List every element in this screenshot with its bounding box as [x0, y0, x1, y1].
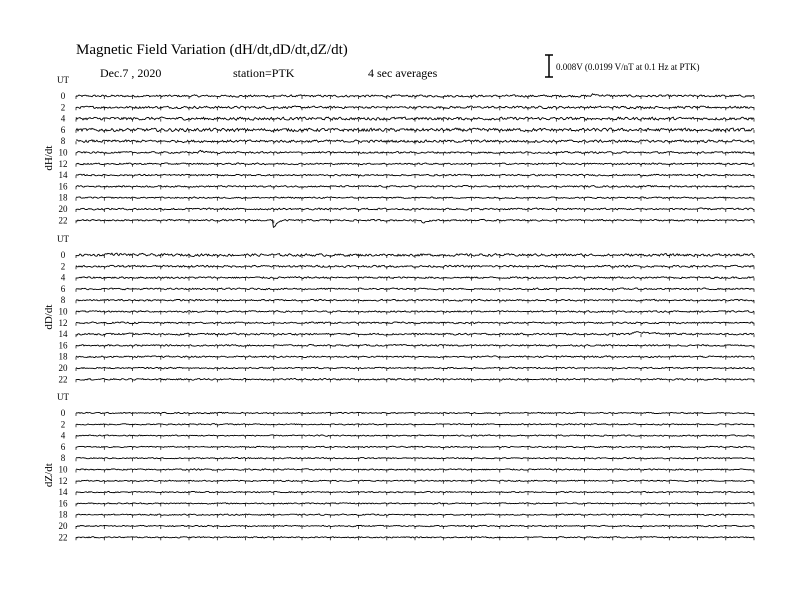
dHdt-row-label-16: 16: [58, 181, 68, 192]
dHdt-row-label-8: 8: [60, 136, 66, 147]
dZdt-row-label-6: 6: [60, 441, 66, 452]
dZdt-row-label-8: 8: [60, 453, 66, 464]
dDdt-row-label-2: 2: [60, 261, 66, 272]
dZdt-row-label-16: 16: [58, 498, 68, 509]
dZdt-row-label-12: 12: [58, 475, 68, 486]
dZdt-ut-label: UT: [57, 392, 69, 402]
dZdt-row-label-10: 10: [58, 464, 68, 475]
dZdt-row-label-4: 4: [60, 430, 66, 441]
dDdt-row-label-8: 8: [60, 295, 66, 306]
panels: [43, 75, 754, 542]
dHdt-row-label-6: 6: [60, 124, 66, 135]
dDdt-row-label-12: 12: [58, 317, 68, 328]
dHdt-row-label-22: 22: [58, 215, 68, 226]
dHdt-ut-label: UT: [57, 75, 69, 85]
dDdt-row-label-14: 14: [58, 329, 68, 340]
date-label: Dec.7 , 2020: [100, 66, 162, 80]
dHdt-row-label-14: 14: [58, 170, 68, 181]
scale-bar: [545, 55, 553, 77]
dZdt-row-label-18: 18: [58, 509, 68, 520]
dDdt-row-label-18: 18: [58, 351, 68, 362]
station-label: station=PTK: [233, 66, 295, 80]
dDdt-ut-label: UT: [57, 234, 69, 244]
dDdt-row-label-22: 22: [58, 374, 68, 385]
dHdt-row-label-4: 4: [60, 113, 66, 124]
dZdt-row-label-14: 14: [58, 487, 68, 498]
dHdt-row-label-0: 0: [60, 91, 66, 101]
dHdt-row-label-18: 18: [58, 192, 68, 203]
dDdt-row-label-16: 16: [58, 340, 68, 351]
scale-label: 0.008V (0.0199 V/nT at 0.1 Hz at PTK): [556, 62, 700, 72]
dDdt-row-label-0: 0: [60, 250, 66, 260]
dHdt-row-label-20: 20: [58, 204, 68, 214]
dZdt-row-label-20: 20: [58, 521, 68, 531]
dZdt-row-label-2: 2: [60, 419, 66, 430]
dHdt-row-label-12: 12: [58, 158, 68, 169]
dHdt-row-label-2: 2: [60, 102, 66, 113]
dHdt-row-label-10: 10: [58, 147, 68, 158]
averaging-label: 4 sec averages: [368, 66, 438, 80]
chart-title: Magnetic Field Variation (dH/dt,dD/dt,dZ/dt): [76, 42, 348, 58]
dZdt-row-label-0: 0: [60, 408, 66, 418]
dHdt-axis-label: dH/dt: [43, 145, 55, 171]
dDdt-axis-label: dD/dt: [43, 304, 55, 330]
dZdt-row-label-22: 22: [58, 532, 68, 543]
dDdt-row-label-20: 20: [58, 363, 68, 373]
dZdt-axis-label: dZ/dt: [43, 463, 55, 488]
dDdt-row-label-6: 6: [60, 283, 66, 294]
dDdt-row-label-4: 4: [60, 272, 66, 283]
dDdt-row-label-10: 10: [58, 306, 68, 317]
